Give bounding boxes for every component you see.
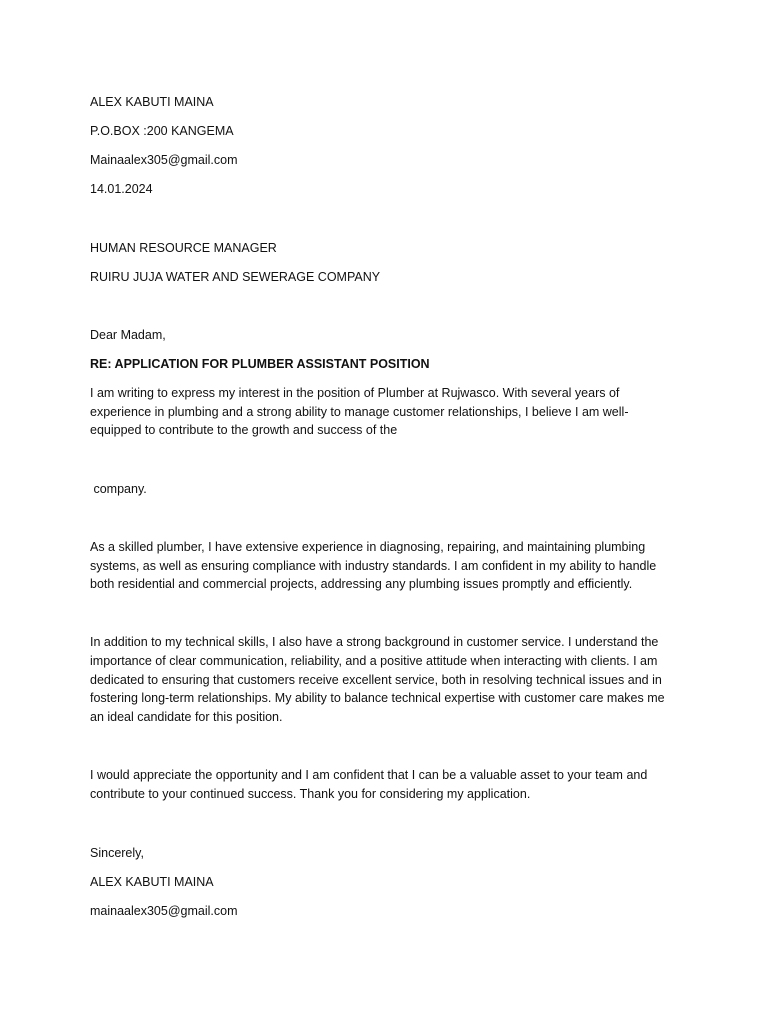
paragraph-4-line-2: contribute to your continued success. Thank you for considering my application. — [90, 787, 531, 801]
paragraph-3-line-4: fostering long-term relationships. My ability to balance technical expertise with customer care makes me — [90, 691, 665, 705]
paragraph-3-line-1: In addition to my technical skills, I also have a strong background in customer service. I understand the — [90, 635, 659, 649]
signature-email: mainaalex305@gmail.com — [90, 904, 238, 918]
sender-email: Mainaalex305@gmail.com — [90, 153, 238, 167]
signature-name: ALEX KABUTI MAINA — [90, 875, 214, 889]
paragraph-4-line-1: I would appreciate the opportunity and I am confident that I can be a valuable asset to your team and — [90, 768, 648, 782]
paragraph-3-line-2: importance of clear communication, reliability, and a positive attitude when interacting with clients. I am — [90, 654, 658, 668]
paragraph-1-line-2: experience in plumbing and a strong ability to manage customer relationships, I believe I am well- — [90, 405, 629, 419]
subject-line: RE: APPLICATION FOR PLUMBER ASSISTANT POSITION — [90, 357, 430, 371]
salutation: Dear Madam, — [90, 328, 166, 342]
paragraph-1-line-1: I am writing to express my interest in the position of Plumber at Rujwasco. With several years of — [90, 386, 620, 400]
paragraph-2-line-1: As a skilled plumber, I have extensive experience in diagnosing, repairing, and maintaining plumbing — [90, 540, 646, 554]
paragraph-2-line-3: both residential and commercial projects, addressing any plumbing issues promptly and efficiently. — [90, 577, 633, 591]
letter-date: 14.01.2024 — [90, 182, 153, 196]
paragraph-3-line-5: an ideal candidate for this position. — [90, 710, 283, 724]
valediction: Sincerely, — [90, 846, 144, 860]
recipient-title: HUMAN RESOURCE MANAGER — [90, 241, 277, 255]
paragraph-1-continuation: company. — [90, 482, 147, 496]
sender-address: P.O.BOX :200 KANGEMA — [90, 124, 234, 138]
paragraph-2-line-2: systems, as well as ensuring compliance with industry standards. I am confident in my ability to handle — [90, 559, 657, 573]
paragraph-1-line-3: equipped to contribute to the growth and success of the — [90, 423, 398, 437]
paragraph-3-line-3: dedicated to ensuring that customers receive excellent service, both in resolving technical issues and in — [90, 673, 662, 687]
recipient-company: RUIRU JUJA WATER AND SEWERAGE COMPANY — [90, 270, 381, 284]
sender-name: ALEX KABUTI MAINA — [90, 95, 214, 109]
